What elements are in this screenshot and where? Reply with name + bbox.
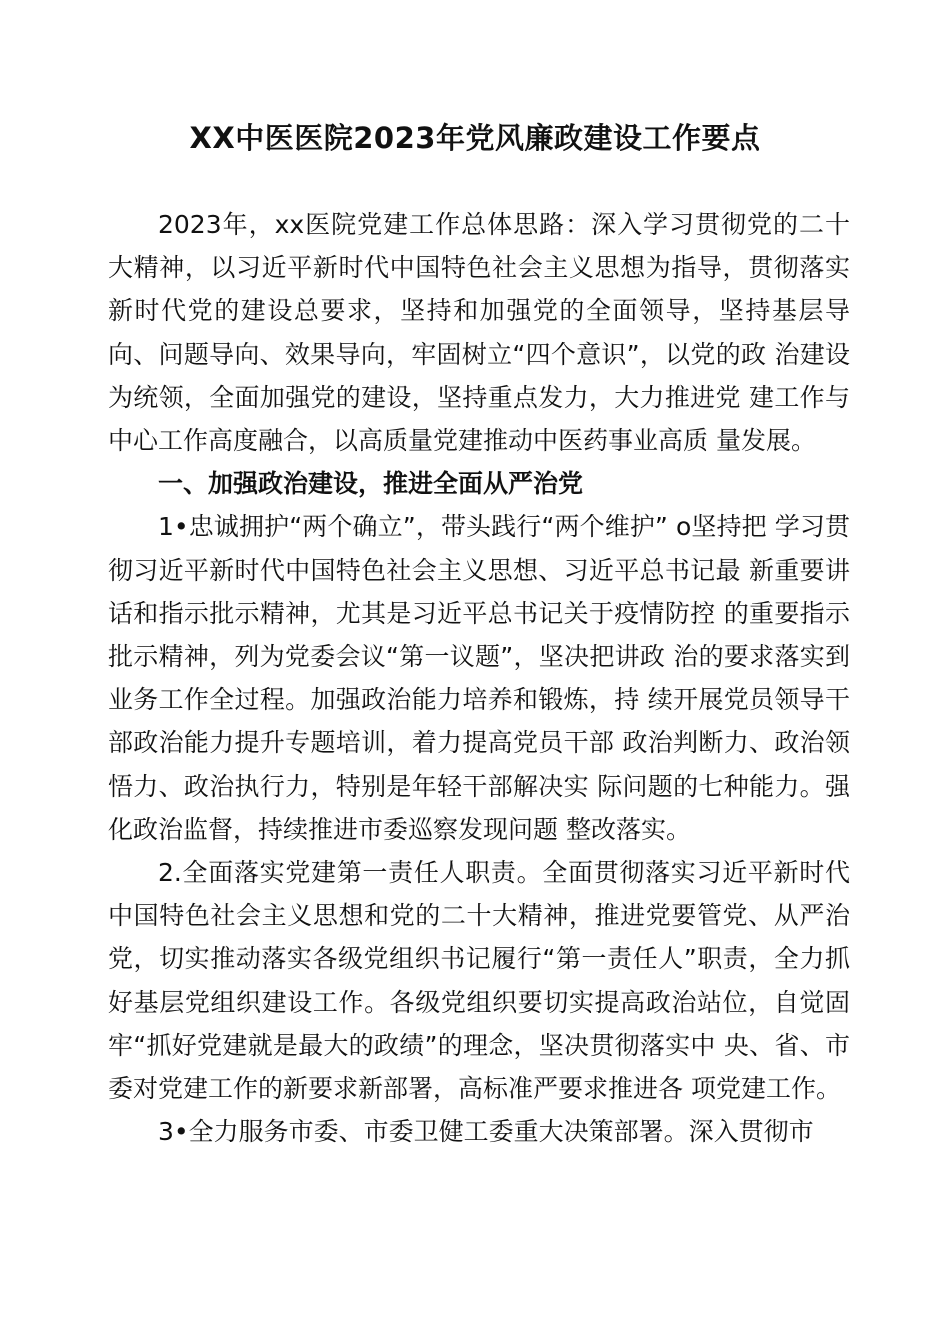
item-3-paragraph: 3•全力服务市委、市委卫健工委重大决策部署。深入贯彻市 [158,1117,814,1147]
document-body [108,203,850,1153]
item-2-paragraph: 2.全面落实党建第一责任人职责。全面贯彻落实习近平新时代中国特色社会主义思想和党的二十大精神，推进党要管党、从严治党，切实推动落实各级党组织书记履行“第一责任人”职责，全力抓好基层党组织建设工作。各级党组织要切实提高政治站位，自觉固牢“抓好党建就是最大的政绩”的理念，坚决贯彻落实中 央、省、市委对党建工作的新要求新部署，高标准严要求推进各 项党建工作。 [108,858,850,1104]
item-1-paragraph: 1•忠诚拥护“两个确立”，带头践行“两个维护” o坚持把 学习贯彻习近平新时代中国特色社会主义思想、习近平总书记最 新重要讲话和指示批示精神，尤其是习近平总书记关于疫情防控 的重要指示批示精神，列为党委会议“第一议题”，坚决把讲政 治的要求落实到业务工作全过程。加强政治能力培养和锻炼，持 续开展党员领导干部政治能力提升专题培训，着力提高党员干部 政治判断力、政治领悟力、政治执行力，特别是年轻干部解决实 际问题的七种能力。强化政治监督，持续推进市委巡察发现问题 整改落实。 [108,512,850,844]
section-heading: 一、加强政治建设，推进全面从严治党 [158,469,584,499]
document-title: XX中医医院2023年党风廉政建设工作要点 [189,121,761,155]
intro-paragraph: 2023年，xx医院党建工作总体思路：深入学习贯彻党的二十大精神，以习近平新时代中国特色社会主义思想为指导，贯彻落实新时代党的建设总要求，坚持和加强党的全面领导，坚持基层导向、问题导向、效果导向，牢固树立“四个意识”，以党的政 治建设为统领，全面加强党的建设，坚持重点发力，大力推进党 建工作与中心工作高度融合，以高质量党建推动中医药事业高质 量发展。 [108,210,850,456]
